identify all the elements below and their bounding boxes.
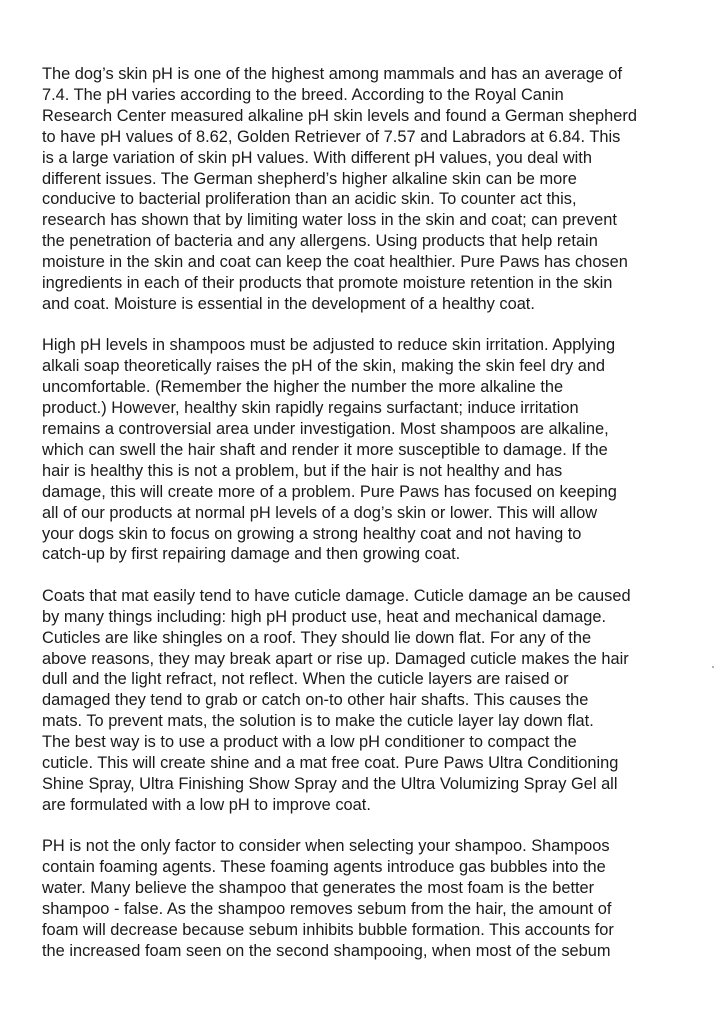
paragraph-shampoo-ph	[42, 335, 712, 565]
text-line: hair is healthy this is not a problem, but if the hair is not healthy and has	[42, 461, 563, 480]
text-line: to have pH values of 8.62, Golden Retriever of 7.57 and Labradors at 6.84. This	[42, 127, 621, 146]
text-line: Research Center measured alkaline pH skin levels and found a German shepherd	[42, 106, 637, 125]
text-line: cuticle. This will create shine and a mat free coat. Pure Paws Ultra Conditioning	[42, 754, 619, 773]
text-line: damage, this will create more of a problem. Pure Paws has focused on keeping	[42, 482, 617, 501]
text-line: by many things including: high pH product use, heat and mechanical damage.	[42, 607, 607, 626]
text-line: shampoo - false. As the shampoo removes sebum from the hair, the amount of	[42, 900, 612, 919]
text-line: catch-up by first repairing damage and then growing coat.	[42, 545, 461, 564]
paragraph-cuticle-damage	[42, 586, 712, 816]
text-line: dull and the light refract, not reflect. When the cuticle layers are raised or	[42, 670, 569, 689]
text-line: Cuticles are like shingles on a roof. They should lie down flat. For any of the	[42, 628, 592, 647]
paragraph-foaming-agents	[42, 836, 712, 961]
text-line: conducive to bacterial proliferation than an acidic skin. To counter act this,	[42, 190, 577, 209]
text-line: contain foaming agents. These foaming agents introduce gas bubbles into the	[42, 858, 606, 877]
text-line: is a large variation of skin pH values. With different pH values, you deal with	[42, 148, 592, 167]
text-line: 7.4. The pH varies according to the breed. According to the Royal Canin	[42, 85, 564, 104]
text-line: your dogs skin to focus on growing a strong healthy coat and not having to	[42, 524, 582, 543]
text-line: the penetration of bacteria and any allergens. Using products that help retain	[42, 232, 598, 251]
text-line: alkali soap theoretically raises the pH of the skin, making the skin feel dry and	[42, 357, 606, 376]
scan-speck	[712, 666, 714, 668]
text-line: damaged they tend to grab or catch on-to other hair shafts. This causes the	[42, 691, 589, 710]
document-body	[42, 64, 712, 982]
text-line: all of our products at normal pH levels of a dog’s skin or lower. This will allow	[42, 503, 598, 522]
text-line: are formulated with a low pH to improve coat.	[42, 795, 371, 814]
text-line: moisture in the skin and coat can keep the coat healthier. Pure Paws has chosen	[42, 253, 628, 272]
text-line: and coat. Moisture is essential in the development of a healthy coat.	[42, 294, 535, 313]
paragraph-skin-ph	[42, 64, 712, 315]
text-line: remains a controversial area under investigation. Most shampoos are alkaline,	[42, 420, 609, 438]
text-line: uncomfortable. (Remember the higher the number the more alkaline the	[42, 378, 564, 397]
text-line: Shine Spray, Ultra Finishing Show Spray and the Ultra Volumizing Spray Gel all	[42, 775, 618, 793]
text-line: water. Many believe the shampoo that generates the most foam is the better	[42, 879, 595, 898]
text-line: High pH levels in shampoos must be adjusted to reduce skin irritation. Applying	[42, 336, 616, 355]
text-line: product.) However, healthy skin rapidly regains surfactant; induce irritation	[42, 399, 579, 418]
text-line: the increased foam seen on the second shampooing, when most of the sebum	[42, 941, 611, 960]
text-line: The dog’s skin pH is one of the highest among mammals and has an average of	[42, 65, 623, 83]
text-line: The best way is to use a product with a low pH conditioner to compact the	[42, 733, 577, 752]
text-line: research has shown that by limiting water loss in the skin and coat; can prevent	[42, 211, 617, 230]
text-line: ingredients in each of their products that promote moisture retention in the skin	[42, 274, 613, 293]
text-line: which can swell the hair shaft and render it more susceptible to damage. If the	[42, 440, 608, 459]
text-line: Coats that mat easily tend to have cuticle damage. Cuticle damage an be caused	[42, 586, 631, 605]
text-line: foam will decrease because sebum inhibits bubble formation. This accounts for	[42, 920, 614, 939]
text-line: mats. To prevent mats, the solution is to make the cuticle layer lay down flat.	[42, 712, 594, 731]
text-line: different issues. The German shepherd’s higher alkaline skin can be more	[42, 169, 577, 188]
text-line: above reasons, they may break apart or rise up. Damaged cuticle makes the hair	[42, 649, 629, 668]
text-line: PH is not the only factor to consider when selecting your shampoo. Shampoos	[42, 837, 610, 856]
